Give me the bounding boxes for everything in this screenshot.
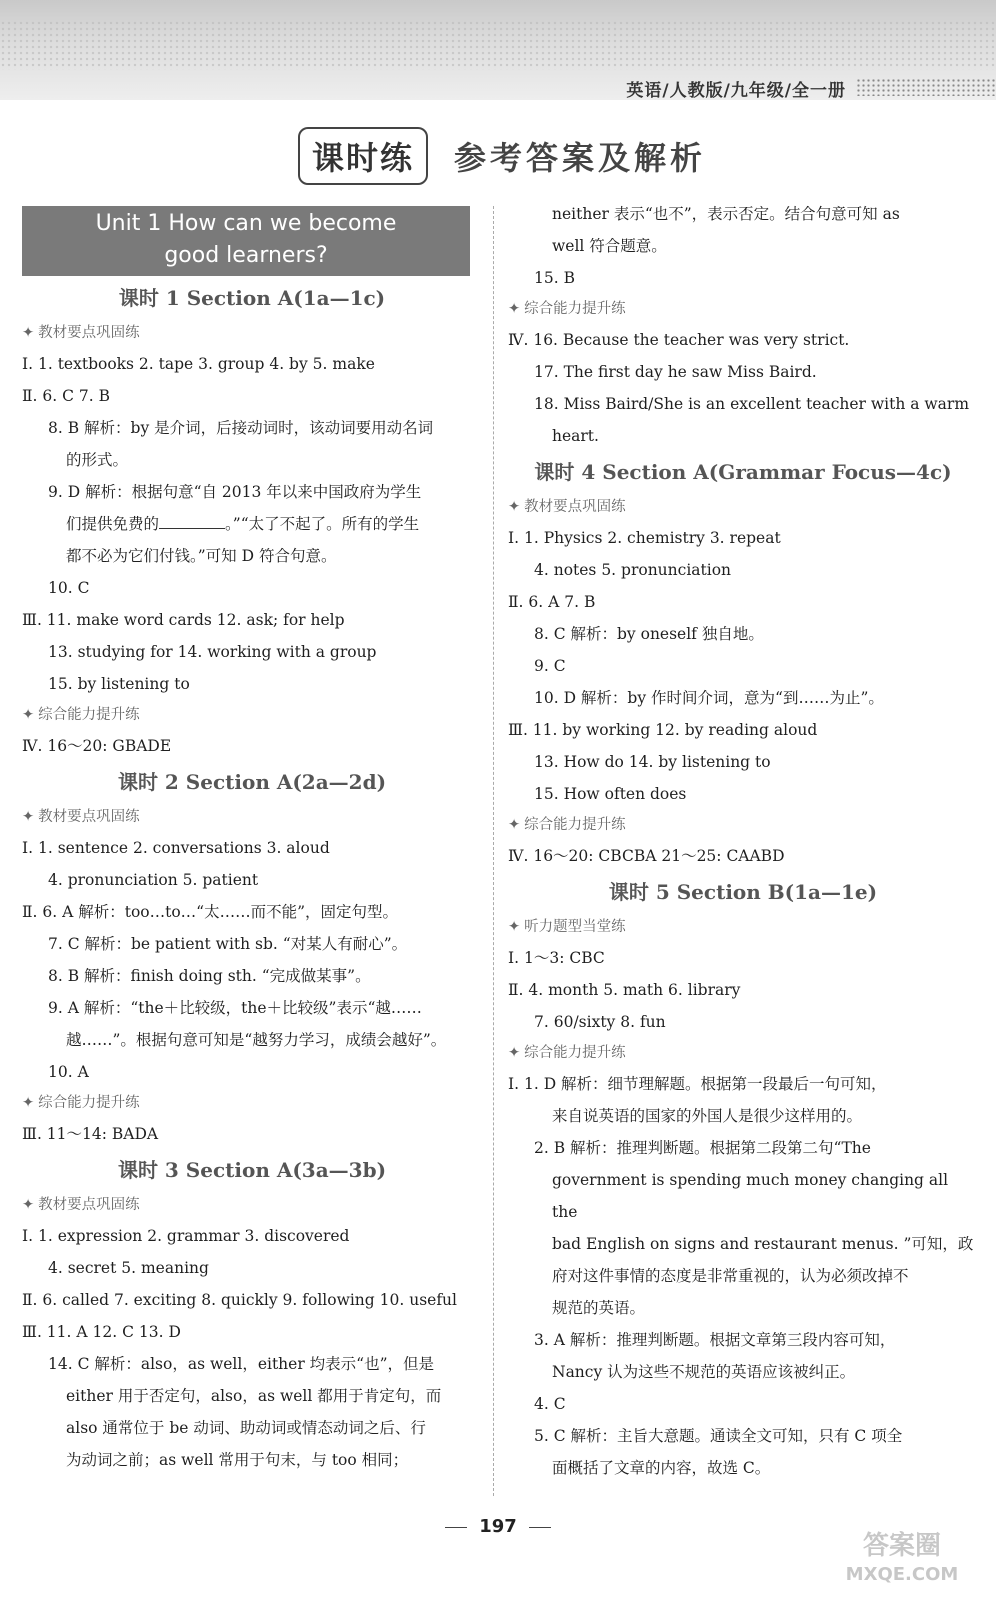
right-column xyxy=(508,198,978,1484)
page-dash-right xyxy=(529,1527,551,1528)
page-dash-left xyxy=(445,1527,467,1528)
answer-line: bad English on signs and restaurant menus. ”可知，政 xyxy=(552,1235,974,1253)
header-texture xyxy=(0,20,996,70)
answer-line: 越……”。根据句意可知是“越努力学习，成绩会越好”。 xyxy=(66,1031,447,1049)
answer-line: 都不必为它们付钱。”可知 D 符合句意。 xyxy=(66,547,337,565)
answer-line: 10. A xyxy=(48,1063,89,1081)
diamond-icon: ✦ xyxy=(508,919,521,935)
lesson-heading: 课时 1 Section A(1a—1c) xyxy=(118,286,386,310)
answer-line: government is spending much money changing all the xyxy=(552,1171,949,1221)
diamond-icon: ✦ xyxy=(22,707,35,723)
answer-line: Ⅱ. 4. month 5. math 6. library xyxy=(508,981,741,999)
diamond-icon: ✦ xyxy=(22,809,35,825)
answer-line: 10. D 解析：by 作时间介词，意为“到……为止”。 xyxy=(534,689,884,707)
answer-line: Ⅲ. 11. by working 12. by reading aloud xyxy=(508,721,818,739)
answer-line: 13. How do 14. by listening to xyxy=(534,753,771,771)
answer-line: 15. How often does xyxy=(534,785,687,803)
column-divider xyxy=(493,206,494,1496)
left-column xyxy=(22,278,482,1476)
answer-line: 2. B 解析：推理判断题。根据第二段第二句“The xyxy=(534,1139,871,1157)
answer-line: 3. A 解析：推理判断题。根据文章第三段内容可知， xyxy=(534,1331,896,1349)
lesson-heading: 课时 3 Section A(3a—3b) xyxy=(117,1158,387,1182)
book-series-label: 英语/人教版/九年级/全一册 xyxy=(626,81,846,101)
answer-line: 10. C xyxy=(48,579,90,597)
answer-line: 为动词之前；as well 常用于句末，与 too 相同； xyxy=(66,1451,409,1469)
answer-line: Ⅲ. 11～14: BADA xyxy=(22,1125,159,1143)
answer-line: also 通常位于 be 动词、助动词或情态动词之后、行 xyxy=(66,1419,426,1437)
lesson-heading: 课时 5 Section B(1a—1e) xyxy=(608,880,878,904)
answer-line: Ⅳ. 16～20: GBADE xyxy=(22,737,172,755)
answer-line: Ⅱ. 6. C 7. B xyxy=(22,387,110,405)
answer-line: Ⅳ. 16. Because the teacher was very strict. xyxy=(508,331,850,349)
page-number: 197 xyxy=(0,1516,996,1537)
section-label: ✦ 听力题型当堂练 xyxy=(508,919,626,935)
section-label: ✦ 综合能力提升练 xyxy=(22,707,140,723)
section-label: ✦ 综合能力提升练 xyxy=(508,817,626,833)
answer-line: 4. pronunciation 5. patient xyxy=(48,871,259,889)
header-dot-pattern xyxy=(856,78,996,96)
answer-line: 18. Miss Baird/She is an excellent teacher with a warm xyxy=(534,395,970,413)
diamond-icon: ✦ xyxy=(22,1095,35,1111)
answer-line: well 符合题意。 xyxy=(552,237,667,255)
answer-line: 8. B 解析：by 是介词，后接动词时，该动词要用动名词 xyxy=(48,419,434,437)
diamond-icon: ✦ xyxy=(508,817,521,833)
answer-line: 9. C xyxy=(534,657,566,675)
answer-line: 9. A 解析：“the＋比较级，the＋比较级”表示“越…… xyxy=(48,999,422,1017)
answer-line: Ⅳ. 16～20: CBCBA 21～25: CAABD xyxy=(508,847,785,865)
answer-line: 4. secret 5. meaning xyxy=(48,1259,209,1277)
answer-line: 7. C 解析：be patient with sb. “对某人有耐心”。 xyxy=(48,935,408,953)
section-label: ✦ 综合能力提升练 xyxy=(508,1045,626,1061)
answer-line: 8. B 解析：finish doing sth. “完成做某事”。 xyxy=(48,967,371,985)
answer-line: 5. C 解析：主旨大意题。通读全文可知，只有 C 项全 xyxy=(534,1427,903,1445)
answer-line: Ⅰ. 1. expression 2. grammar 3. discovered xyxy=(22,1227,350,1245)
top-header-strip xyxy=(0,0,996,100)
title-main: 参考答案及解析 xyxy=(454,139,707,177)
section-label: ✦ 教材要点巩固练 xyxy=(22,809,140,825)
title-boxed: 课时练 xyxy=(298,127,428,185)
answer-line: Nancy 认为这些不规范的英语应该被纠正。 xyxy=(552,1363,856,1381)
answer-line: Ⅱ. 6. A 解析：too…to…“太……而不能”，固定句型。 xyxy=(22,903,399,921)
answer-line: Ⅰ. 1～3: CBC xyxy=(508,949,605,967)
answer-line: 的形式。 xyxy=(66,451,129,469)
answer-line: 规范的英语。 xyxy=(552,1299,646,1317)
answer-line: 17. The first day he saw Miss Baird. xyxy=(534,363,817,381)
unit-banner xyxy=(22,206,470,276)
lesson-heading: 课时 4 Section A(Grammar Focus—4c) xyxy=(534,460,952,484)
answer-line: 15. B xyxy=(534,269,575,287)
diamond-icon: ✦ xyxy=(508,301,521,317)
answer-line: 们提供免费的 。”“太了不起了。所有的学生 xyxy=(66,515,420,533)
answer-line: Ⅰ. 1. D 解析：细节理解题。根据第一段最后一句可知， xyxy=(508,1075,887,1093)
answer-line: 4. notes 5. pronunciation xyxy=(534,561,732,579)
answer-line: Ⅰ. 1. sentence 2. conversations 3. aloud xyxy=(22,839,330,857)
answer-line: either 用于否定句，also，as well 都用于肯定句，而 xyxy=(66,1387,442,1405)
answer-line: 面概括了文章的内容，故选 C。 xyxy=(552,1459,771,1477)
answer-line: 8. C 解析：by oneself 独自地。 xyxy=(534,625,764,643)
answer-line: Ⅲ. 11. make word cards 12. ask; for help xyxy=(22,611,345,629)
answer-line: Ⅰ. 1. textbooks 2. tape 3. group 4. by 5. make xyxy=(22,355,375,373)
answer-line: 9. D 解析：根据句意“自 2013 年以来中国政府为学生 xyxy=(48,483,422,501)
section-label: ✦ 教材要点巩固练 xyxy=(22,325,140,341)
answer-line: 4. C xyxy=(534,1395,566,1413)
answer-line: Ⅱ. 6. called 7. exciting 8. quickly 9. following 10. useful xyxy=(22,1291,457,1309)
lesson-heading: 课时 2 Section A(2a—2d) xyxy=(117,770,387,794)
answer-line: 13. studying for 14. working with a group xyxy=(48,643,377,661)
unit-title-line2: good learners? xyxy=(164,243,328,268)
diamond-icon: ✦ xyxy=(508,499,521,515)
diamond-icon: ✦ xyxy=(508,1045,521,1061)
answer-line: 7. 60/sixty 8. fun xyxy=(534,1013,666,1031)
answer-line: 15. by listening to xyxy=(48,675,190,693)
watermark-top-text: 答案圈 xyxy=(862,1531,942,1561)
fill-blank xyxy=(159,528,225,529)
section-label: ✦ 综合能力提升练 xyxy=(22,1095,140,1111)
unit-title-line1: Unit 1 How can we become xyxy=(95,211,397,236)
answer-line: heart. xyxy=(552,427,599,445)
section-label: ✦ 教材要点巩固练 xyxy=(22,1197,140,1213)
answer-line: 府对这件事情的态度是非常重视的，认为必须改掉不 xyxy=(552,1267,909,1285)
page-title xyxy=(298,126,706,186)
answer-line: neither 表示“也不”，表示否定。结合句意可知 as xyxy=(552,205,900,223)
watermark-logo xyxy=(822,1524,982,1588)
answer-line: Ⅲ. 11. A 12. C 13. D xyxy=(22,1323,181,1341)
answer-line: 14. C 解析：also，as well，either 均表示“也”，但是 xyxy=(48,1355,435,1373)
watermark-bottom-text: MXQE.COM xyxy=(845,1564,959,1585)
section-label: ✦ 教材要点巩固练 xyxy=(508,499,626,515)
diamond-icon: ✦ xyxy=(22,325,35,341)
answer-line: 来自说英语的国家的外国人是很少这样用的。 xyxy=(552,1107,863,1125)
section-label: ✦ 综合能力提升练 xyxy=(508,301,626,317)
answer-line: Ⅰ. 1. Physics 2. chemistry 3. repeat xyxy=(508,529,781,547)
answer-line: Ⅱ. 6. A 7. B xyxy=(508,593,596,611)
diamond-icon: ✦ xyxy=(22,1197,35,1213)
